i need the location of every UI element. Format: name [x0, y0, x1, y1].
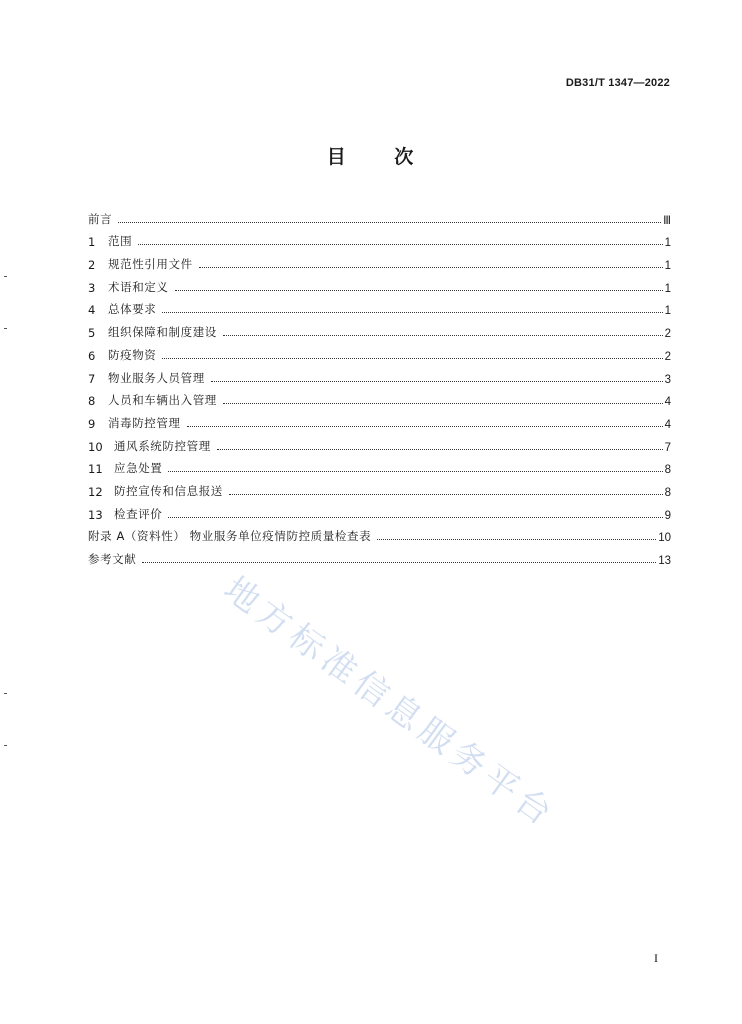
toc-entry-label: 检查评价 [114, 506, 163, 521]
margin-mark [4, 693, 7, 694]
dot-leader [168, 516, 662, 518]
toc-entry-page: 1 [664, 260, 671, 273]
document-code: DB31/T 1347—2022 [565, 77, 670, 89]
dot-leader [118, 221, 661, 223]
toc-entry-label: 物业服务人员管理 [108, 370, 205, 385]
toc-entry-page: 9 [664, 509, 671, 522]
dot-leader [168, 470, 662, 472]
dot-leader [223, 334, 663, 336]
toc-entry-number: 9 [88, 416, 96, 431]
dot-leader [217, 448, 663, 450]
toc-entry-11[interactable] [88, 454, 671, 477]
watermark: 地方标准信息服务平台 [216, 569, 564, 837]
toc-entry-appendix-a[interactable] [88, 522, 671, 545]
toc-entry-page: Ⅲ [663, 214, 671, 227]
toc-entry-page: 4 [664, 418, 671, 431]
toc-entry-number: 6 [88, 348, 96, 363]
toc-entry-label: 人员和车辆出入管理 [108, 393, 217, 408]
toc-entry-label: 总体要求 [108, 302, 157, 317]
toc-entry-page: 2 [664, 350, 671, 363]
toc-entry-page: 10 [658, 532, 671, 545]
margin-mark [4, 328, 7, 329]
toc-entry-page: 7 [664, 441, 671, 454]
toc-entry-page: 4 [664, 396, 671, 409]
toc-entry-page: 8 [664, 464, 671, 477]
toc-entry-label: 防疫物资 [108, 347, 157, 362]
toc-entry-foreword[interactable] [88, 204, 671, 227]
toc-entry-6[interactable] [88, 340, 671, 363]
toc-entry-page: 1 [664, 282, 671, 295]
toc-entry-5[interactable] [88, 317, 671, 340]
toc-entry-label: 防控宣传和信息报送 [114, 483, 223, 498]
dot-leader [229, 493, 663, 495]
toc-entry-number: 4 [88, 303, 96, 318]
toc-entry-page: 13 [658, 555, 671, 567]
dot-leader [138, 243, 662, 245]
toc-entry-10[interactable] [88, 431, 671, 454]
toc-entry-label: 消毒防控管理 [108, 415, 181, 430]
toc-entry-8[interactable] [88, 386, 671, 409]
toc-entry-7[interactable] [88, 363, 671, 386]
toc-entry-label: 术语和定义 [108, 279, 169, 294]
toc-entry-13[interactable] [88, 499, 671, 522]
toc-entry-number: 5 [88, 326, 96, 341]
dot-leader [142, 561, 656, 563]
toc-entry-number: 1 [88, 235, 96, 250]
toc-entry-number: 12 [88, 484, 103, 499]
toc-entry-number: 2 [88, 258, 96, 273]
toc-entry-number: 11 [88, 462, 103, 477]
toc-entry-label: 通风系统防控管理 [114, 438, 211, 453]
toc-entry-page: 8 [664, 486, 671, 499]
toc-entry-references[interactable] [88, 544, 671, 567]
dot-leader [162, 357, 662, 359]
toc-entry-label: 参考文献 [88, 552, 137, 566]
dot-leader [211, 380, 663, 382]
toc-entry-3[interactable] [88, 272, 671, 295]
toc-entry-4[interactable] [88, 295, 671, 318]
toc-entry-label: 附录 A（资料性） 物业服务单位疫情防控质量检查表 [88, 529, 372, 544]
page-title: 目 次 [326, 146, 416, 168]
toc-entry-2[interactable] [88, 249, 671, 272]
toc-entry-number: 7 [88, 371, 96, 386]
toc-entry-label: 组织保障和制度建设 [108, 325, 217, 340]
toc-entry-number: 8 [88, 394, 96, 409]
toc-entry-9[interactable] [88, 408, 671, 431]
toc-entry-page: 1 [664, 237, 671, 250]
dot-leader [187, 425, 663, 427]
dot-leader [223, 402, 663, 404]
toc-entry-label: 范围 [108, 234, 133, 249]
toc-entry-page: 3 [664, 373, 671, 386]
toc-entry-12[interactable] [88, 476, 671, 499]
toc-entry-number: 13 [88, 507, 103, 522]
dot-leader [175, 289, 663, 291]
dot-leader [377, 538, 656, 540]
toc-entry-label: 前言 [88, 211, 113, 226]
toc-entry-number: 10 [88, 439, 103, 454]
margin-mark [4, 276, 7, 277]
toc-entry-page: 2 [664, 328, 671, 341]
toc-entry-label: 规范性引用文件 [108, 257, 193, 272]
toc-entry-label: 应急处置 [114, 461, 163, 476]
margin-mark [4, 745, 7, 746]
dot-leader [199, 266, 663, 268]
dot-leader [162, 311, 662, 313]
page-number: I [654, 951, 658, 965]
toc-entry-1[interactable] [88, 227, 671, 250]
table-of-contents [88, 204, 671, 567]
toc-entry-page: 1 [664, 305, 671, 318]
toc-entry-number: 3 [88, 280, 96, 295]
